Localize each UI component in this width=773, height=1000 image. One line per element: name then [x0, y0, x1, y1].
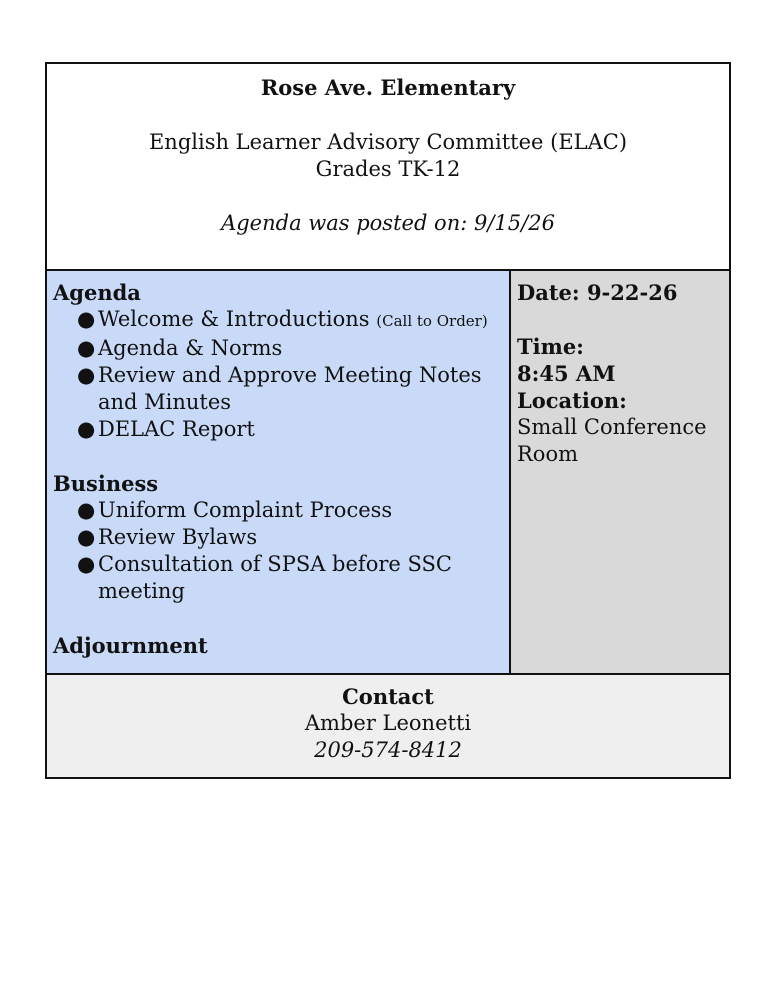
contact-cell	[46, 674, 730, 778]
business-heading: Business	[53, 471, 159, 496]
meeting-date: Date: 9-22-26	[517, 280, 678, 305]
adjournment-heading: Adjournment	[53, 633, 208, 658]
grades-range: Grades TK-12	[315, 157, 461, 181]
time-label: Time:	[517, 334, 584, 359]
list-item	[53, 335, 503, 362]
committee-name: English Learner Advisory Committee (ELAC)	[148, 130, 628, 154]
agenda-document	[45, 62, 729, 779]
agenda-item-text: Welcome & Introductions	[98, 307, 370, 331]
school-name: Rose Ave. Elementary	[260, 75, 516, 100]
bullet-icon: ●	[77, 307, 96, 331]
list-item	[53, 551, 503, 605]
bullet-icon: ●	[77, 363, 96, 387]
bullet-icon: ●	[77, 417, 96, 441]
agenda-item-text: DELAC Report	[98, 417, 255, 441]
agenda-table	[45, 62, 731, 779]
header-cell	[46, 63, 730, 270]
posted-date: Agenda was posted on: 9/15/26	[221, 211, 555, 235]
list-item	[53, 362, 503, 416]
location-label: Location:	[517, 388, 627, 413]
meeting-details-cell	[510, 270, 730, 674]
contact-heading: Contact	[342, 684, 434, 709]
time-value: 8:45 AM	[517, 361, 616, 386]
list-item	[53, 497, 503, 524]
bullet-icon: ●	[77, 525, 96, 549]
bullet-icon: ●	[77, 336, 96, 360]
list-item	[53, 306, 503, 335]
bullet-icon: ●	[77, 498, 96, 522]
contact-phone: 209-574-8412	[314, 738, 462, 762]
agenda-item-text: Review and Approve Meeting Notes and Minutes	[98, 363, 482, 414]
bullet-icon: ●	[77, 552, 96, 576]
business-item-text: Consultation of SPSA before SSC meeting	[98, 552, 452, 603]
list-item	[53, 416, 503, 443]
agenda-item-text: Agenda & Norms	[98, 336, 283, 360]
location-value: Small Conference Room	[517, 415, 707, 466]
contact-name: Amber Leonetti	[304, 711, 472, 735]
business-item-text: Uniform Complaint Process	[98, 498, 393, 522]
list-item	[53, 524, 503, 551]
agenda-heading: Agenda	[53, 280, 141, 305]
agenda-list	[53, 306, 503, 443]
agenda-item-note: (Call to Order)	[376, 312, 488, 330]
business-list	[53, 497, 503, 605]
agenda-cell	[46, 270, 510, 674]
business-item-text: Review Bylaws	[98, 525, 258, 549]
